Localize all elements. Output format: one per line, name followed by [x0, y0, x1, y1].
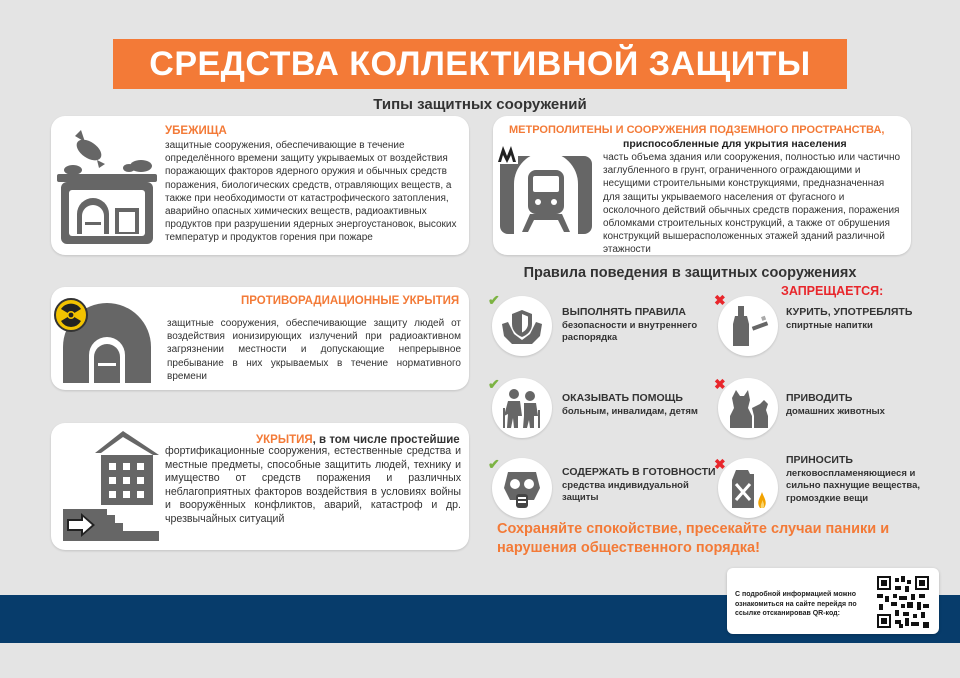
check-mark-icon: ✔: [488, 456, 500, 472]
rule-allowed-3-bold: СОДЕРЖАТЬ В ГОТОВНОСТИ: [562, 466, 716, 478]
card-covers-title-main: УКРЫТИЯ: [256, 434, 313, 446]
rule-allowed-2-text: [562, 392, 712, 418]
card-anti-radiation-title: ПРОТИВОРАДИАЦИОННЫЕ УКРЫТИЯ: [241, 295, 460, 307]
rule-forbidden-3-bold: ПРИНОСИТЬ: [786, 454, 853, 466]
rule-allowed-1-bold: ВЫПОЛНЯТЬ ПРАВИЛА: [562, 306, 686, 318]
card-shelters-text: защитные сооружения, обеспечивающие в течение определённого времени защиту укрываемых от воздействия поражающих факторов ядерного оружия и обычных средств поражения, биологических средств, отравляющих веществ, а также при необходимости от катастрофического затопления, аварийно опасных химических веществ, радиоактивных продуктов при разрушении ядерных энергоустановок, высоких температур и продуктов горения при пожаре: [165, 140, 457, 244]
rule-allowed-3: [488, 456, 718, 522]
card-anti-radiation: [51, 287, 469, 390]
elderly-people-icon: [492, 378, 552, 438]
gas-mask-icon: [492, 458, 552, 518]
card-covers-text: фортификационные сооружения, естественные средства и местные предметы, способные защитить людей, технику и имущество от средств поражения и различных неблагоприятных факторов воздействия в условиях войны и вооружённых конфликтов, аварий, катастроф и др. чрезвычайных ситуаций: [165, 445, 461, 525]
rule-allowed-3-rest: средства индивидуальной защиты: [562, 479, 689, 503]
bottle-cigarette-icon: [718, 296, 778, 356]
shelter-icon: [55, 122, 159, 246]
rules-title: Правила поведения в защитных сооружениях: [523, 265, 857, 281]
title-banner: [113, 39, 847, 89]
rule-allowed-2-bold: ОКАЗЫВАТЬ ПОМОЩЬ: [562, 392, 683, 404]
card-metro-text: часть объема здания или сооружения, полностью или частично заглубленного в грунт, ограниченного ограждающими и несущими строительными конструкциями, предназначенная для защиты укрываемого населения от фугасного и осколочного действий обычных средств поражения, поражения обломками строительных конструкций, а также от обрушения конструкций вышерасположенных этажей зданий различной этажности: [603, 152, 901, 256]
cross-mark-icon: ✖: [714, 456, 726, 472]
building-shelter-icon: [55, 431, 163, 543]
rule-allowed-2-rest: больным, инвалидам, детям: [562, 405, 698, 417]
card-metro: [493, 116, 911, 255]
card-anti-radiation-text: защитные сооружения, обеспечивающие защиту людей от воздействия ионизирующих излучений при радиоактивном загрязнении местности и допускающие непрерывное пребывание в них укрываемых в течение нормативного времени: [167, 318, 461, 382]
card-covers-title-suffix: , в том числе простейшие: [312, 434, 460, 446]
pets-icon: [718, 378, 778, 438]
rule-forbidden-2-rest: домашних животных: [786, 405, 885, 417]
hands-shield-icon: [492, 296, 552, 356]
section-subtitle: Типы защитных сооружений: [373, 96, 587, 113]
rule-allowed-3-text: [562, 466, 718, 505]
rule-forbidden-1-text: [786, 306, 926, 332]
cross-mark-icon: ✖: [714, 376, 726, 392]
rule-allowed-1-rest: безопасности и внутреннего распорядка: [562, 319, 698, 343]
check-mark-icon: ✔: [488, 292, 500, 308]
cross-mark-icon: ✖: [714, 292, 726, 308]
rule-forbidden-3: [714, 456, 929, 522]
radiation-shelter-icon: [53, 297, 161, 383]
metro-train-icon: [496, 144, 596, 236]
card-shelters-title: УБЕЖИЩА: [165, 125, 227, 137]
rule-forbidden-1: [714, 292, 924, 358]
qr-info-box: [727, 568, 939, 634]
rule-allowed-1: [488, 292, 708, 358]
card-shelters: [51, 116, 469, 255]
rule-forbidden-1-rest: спиртные напитки: [786, 319, 873, 331]
card-metro-subtitle: приспособленные для укрытия населения: [623, 138, 847, 150]
rule-forbidden-1-bold: КУРИТЬ, УПОТРЕБЛЯТЬ: [786, 306, 913, 318]
qr-info-text: С подробной информацией можно ознакомиться на сайте перейдя по ссылке отсканировав QR-код:: [735, 591, 857, 617]
rule-forbidden-3-rest: легковоспламеняющиеся и сильно пахнущие вещества, громоздкие вещи: [786, 467, 921, 504]
rule-allowed-1-text: [562, 306, 712, 345]
card-covers: [51, 423, 469, 550]
fuel-can-icon: [718, 458, 778, 518]
rule-allowed-2: [488, 376, 708, 442]
calm-message: Сохраняйте спокойствие, пресекайте случаи паники и нарушения общественного порядка!: [497, 521, 890, 556]
card-metro-title: МЕТРОПОЛИТЕНЫ И СООРУЖЕНИЯ ПОДЗЕМНОГО ПРОСТРАНСТВА,: [509, 124, 885, 136]
rule-forbidden-2-text: [786, 392, 926, 418]
rule-forbidden-2-bold: ПРИВОДИТЬ: [786, 392, 853, 404]
qr-code-icon[interactable]: [877, 576, 929, 628]
rule-forbidden-3-text: [786, 454, 928, 505]
check-mark-icon: ✔: [488, 376, 500, 392]
rule-forbidden-2: [714, 376, 924, 442]
forbidden-label: ЗАПРЕЩАЕТСЯ:: [781, 284, 884, 298]
page-title: СРЕДСТВА КОЛЛЕКТИВНОЙ ЗАЩИТЫ: [149, 44, 811, 83]
